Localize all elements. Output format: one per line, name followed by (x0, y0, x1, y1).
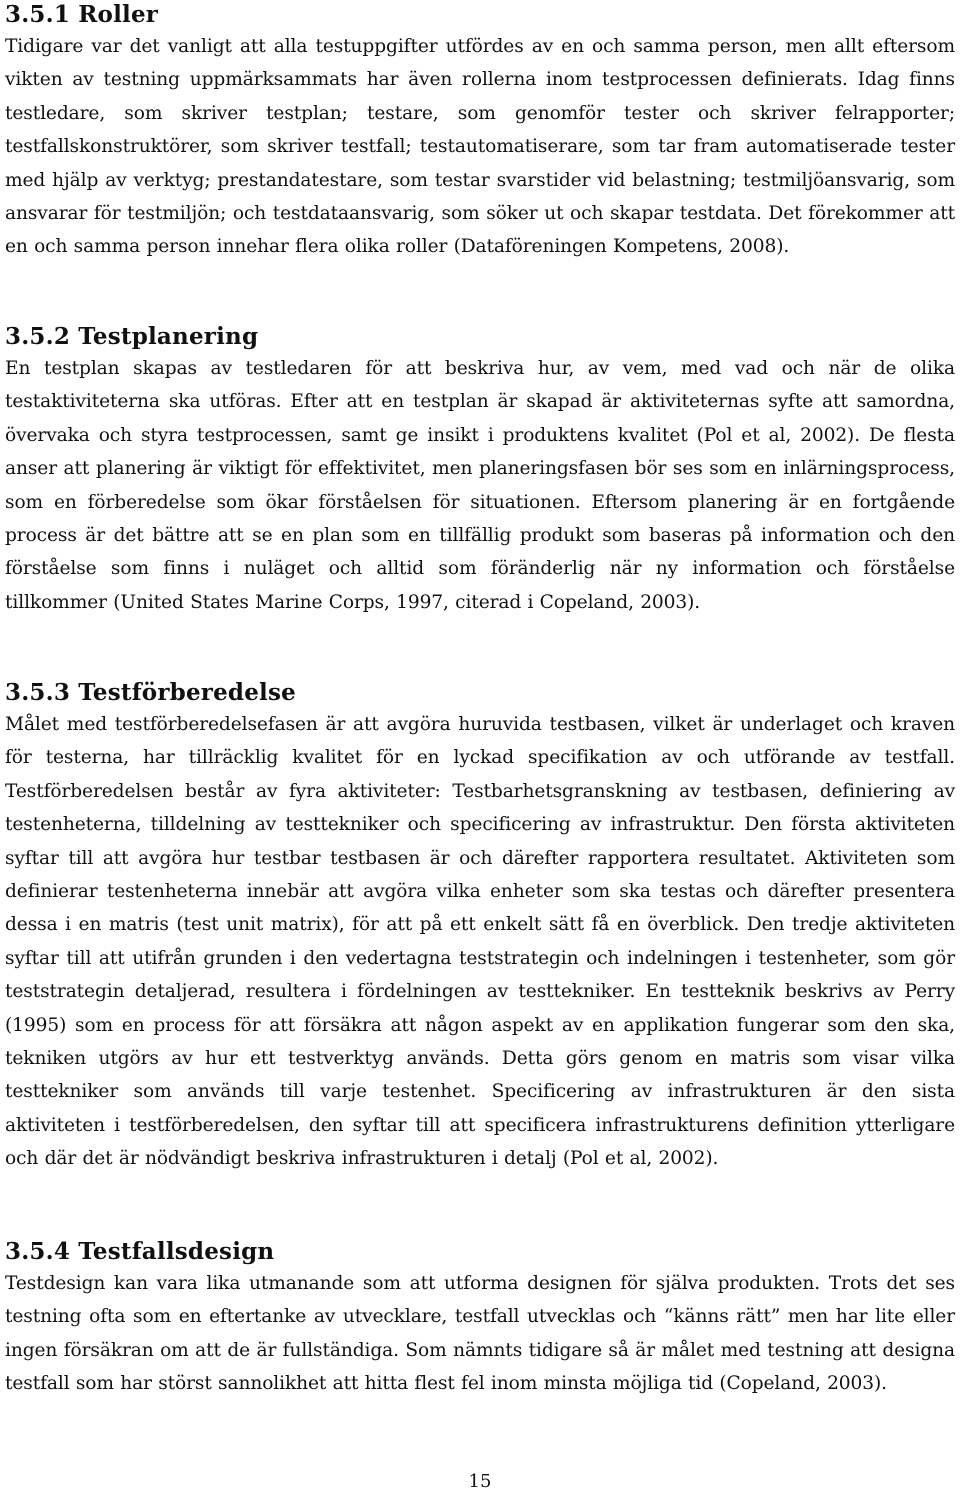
section-paragraph: En testplan skapas av testledaren för att beskriva hur, av vem, med vad och när de olika testaktiviteterna ska utföras. Efter att en testplan är skapad är aktiviteternas syfte att samordna, övervaka och styra testprocessen, samt ge insikt i produktens kvalitet (Pol et al, 2002). De flesta anser att planering är viktigt för effektivitet, men planeringsfasen bör ses som en inlärningsprocess, som en förberedelse som ökar förståelsen för situationen. Eftersom planering är en fortgående process är det bättre att se en plan som en tillfällig produkt som baseras på information och den förståelse som finns i nuläget och alltid som föränderlig när ny information och förståelse tillkommer (United States Marine Corps, 1997, citerad i Copeland, 2003). (5, 358, 955, 613)
section-testfallsdesign (5, 1237, 955, 1401)
section-heading: 3.5.2 Testplanering (5, 323, 259, 350)
section-heading: 3.5.4 Testfallsdesign (5, 1238, 275, 1265)
section-heading: 3.5.3 Testförberedelse (5, 679, 296, 706)
section-paragraph: Målet med testförberedelsefasen är att avgöra huruvida testbasen, vilket är underlaget och kraven för testerna, har tillräcklig kvalitet för en lyckad specifikation av och utförande av testfall. Testförberedelsen består av fyra aktiviteter: Testbarhetsgranskning av testbasen, definiering av testenheterna, tilldelning av testtekniker och specificering av infrastruktur. Den första aktiviteten syftar till att avgöra hur testbar testbasen är och därefter rapportera resultatet. Aktiviteten som definierar testenheterna innebär att avgöra vilka enheter som ska testas och därefter presentera dessa i en matris (test unit matrix), för att på ett enkelt sätt få en överblick. Den tredje aktiviteten syftar till att utifrån grunden i den vedertagna teststrategin och indelningen i testenheter, som gör teststrategin detaljerad, resultera i fördelningen av testtekniker. En testteknik beskrivs av Perry (1995) som en process för att försäkra att någon aspekt av en applikation fungerar som den ska, tekniken utgörs av hur ett testverktyg används. Detta görs genom en matris som visar vilka testtekniker som används till varje testenhet. Specificering av infrastrukturen är den sista aktiviteten i testförberedelsen, den syftar till att specificera infrastrukturens definition ytterligare och där det är nödvändigt beskriva infrastrukturen i detalj (Pol et al, 2002). (5, 714, 955, 1170)
page-number: 15 (468, 1471, 492, 1492)
section-heading: 3.5.1 Roller (5, 1, 159, 28)
section-testforberedelse (5, 678, 955, 1176)
section-roller (5, 0, 955, 264)
section-testplanering (5, 322, 955, 619)
section-paragraph: Tidigare var det vanligt att alla testuppgifter utfördes av en och samma person, men allt eftersom vikten av testning uppmärksammats har även rollerna inom testprocessen definierats. Idag finns testledare, som skriver testplan; testare, som genomför tester och skriver felrapporter; testfallskonstruktörer, som skriver testfall; testautomatiserare, som tar fram automatiserade tester med hjälp av verktyg; prestandatestare, som testar svarstider vid belastning; testmiljöansvarig, som ansvarar för testmiljön; och testdataansvarig, som söker ut och skapar testdata. Det förekommer att en och samma person innehar flera olika roller (Dataföreningen Kompetens, 2008). (5, 36, 955, 258)
section-paragraph: Testdesign kan vara lika utmanande som att utforma designen för själva produkten. Trots det ses testning ofta som en eftertanke av utvecklare, testfall utvecklas och “känns rätt” men har lite eller ingen försäkran om att de är fullständiga. Som nämnts tidigare så är målet med testning att designa testfall som har störst sannolikhet att hitta flest fel inom minsta möjliga tid (Copeland, 2003). (5, 1273, 955, 1395)
